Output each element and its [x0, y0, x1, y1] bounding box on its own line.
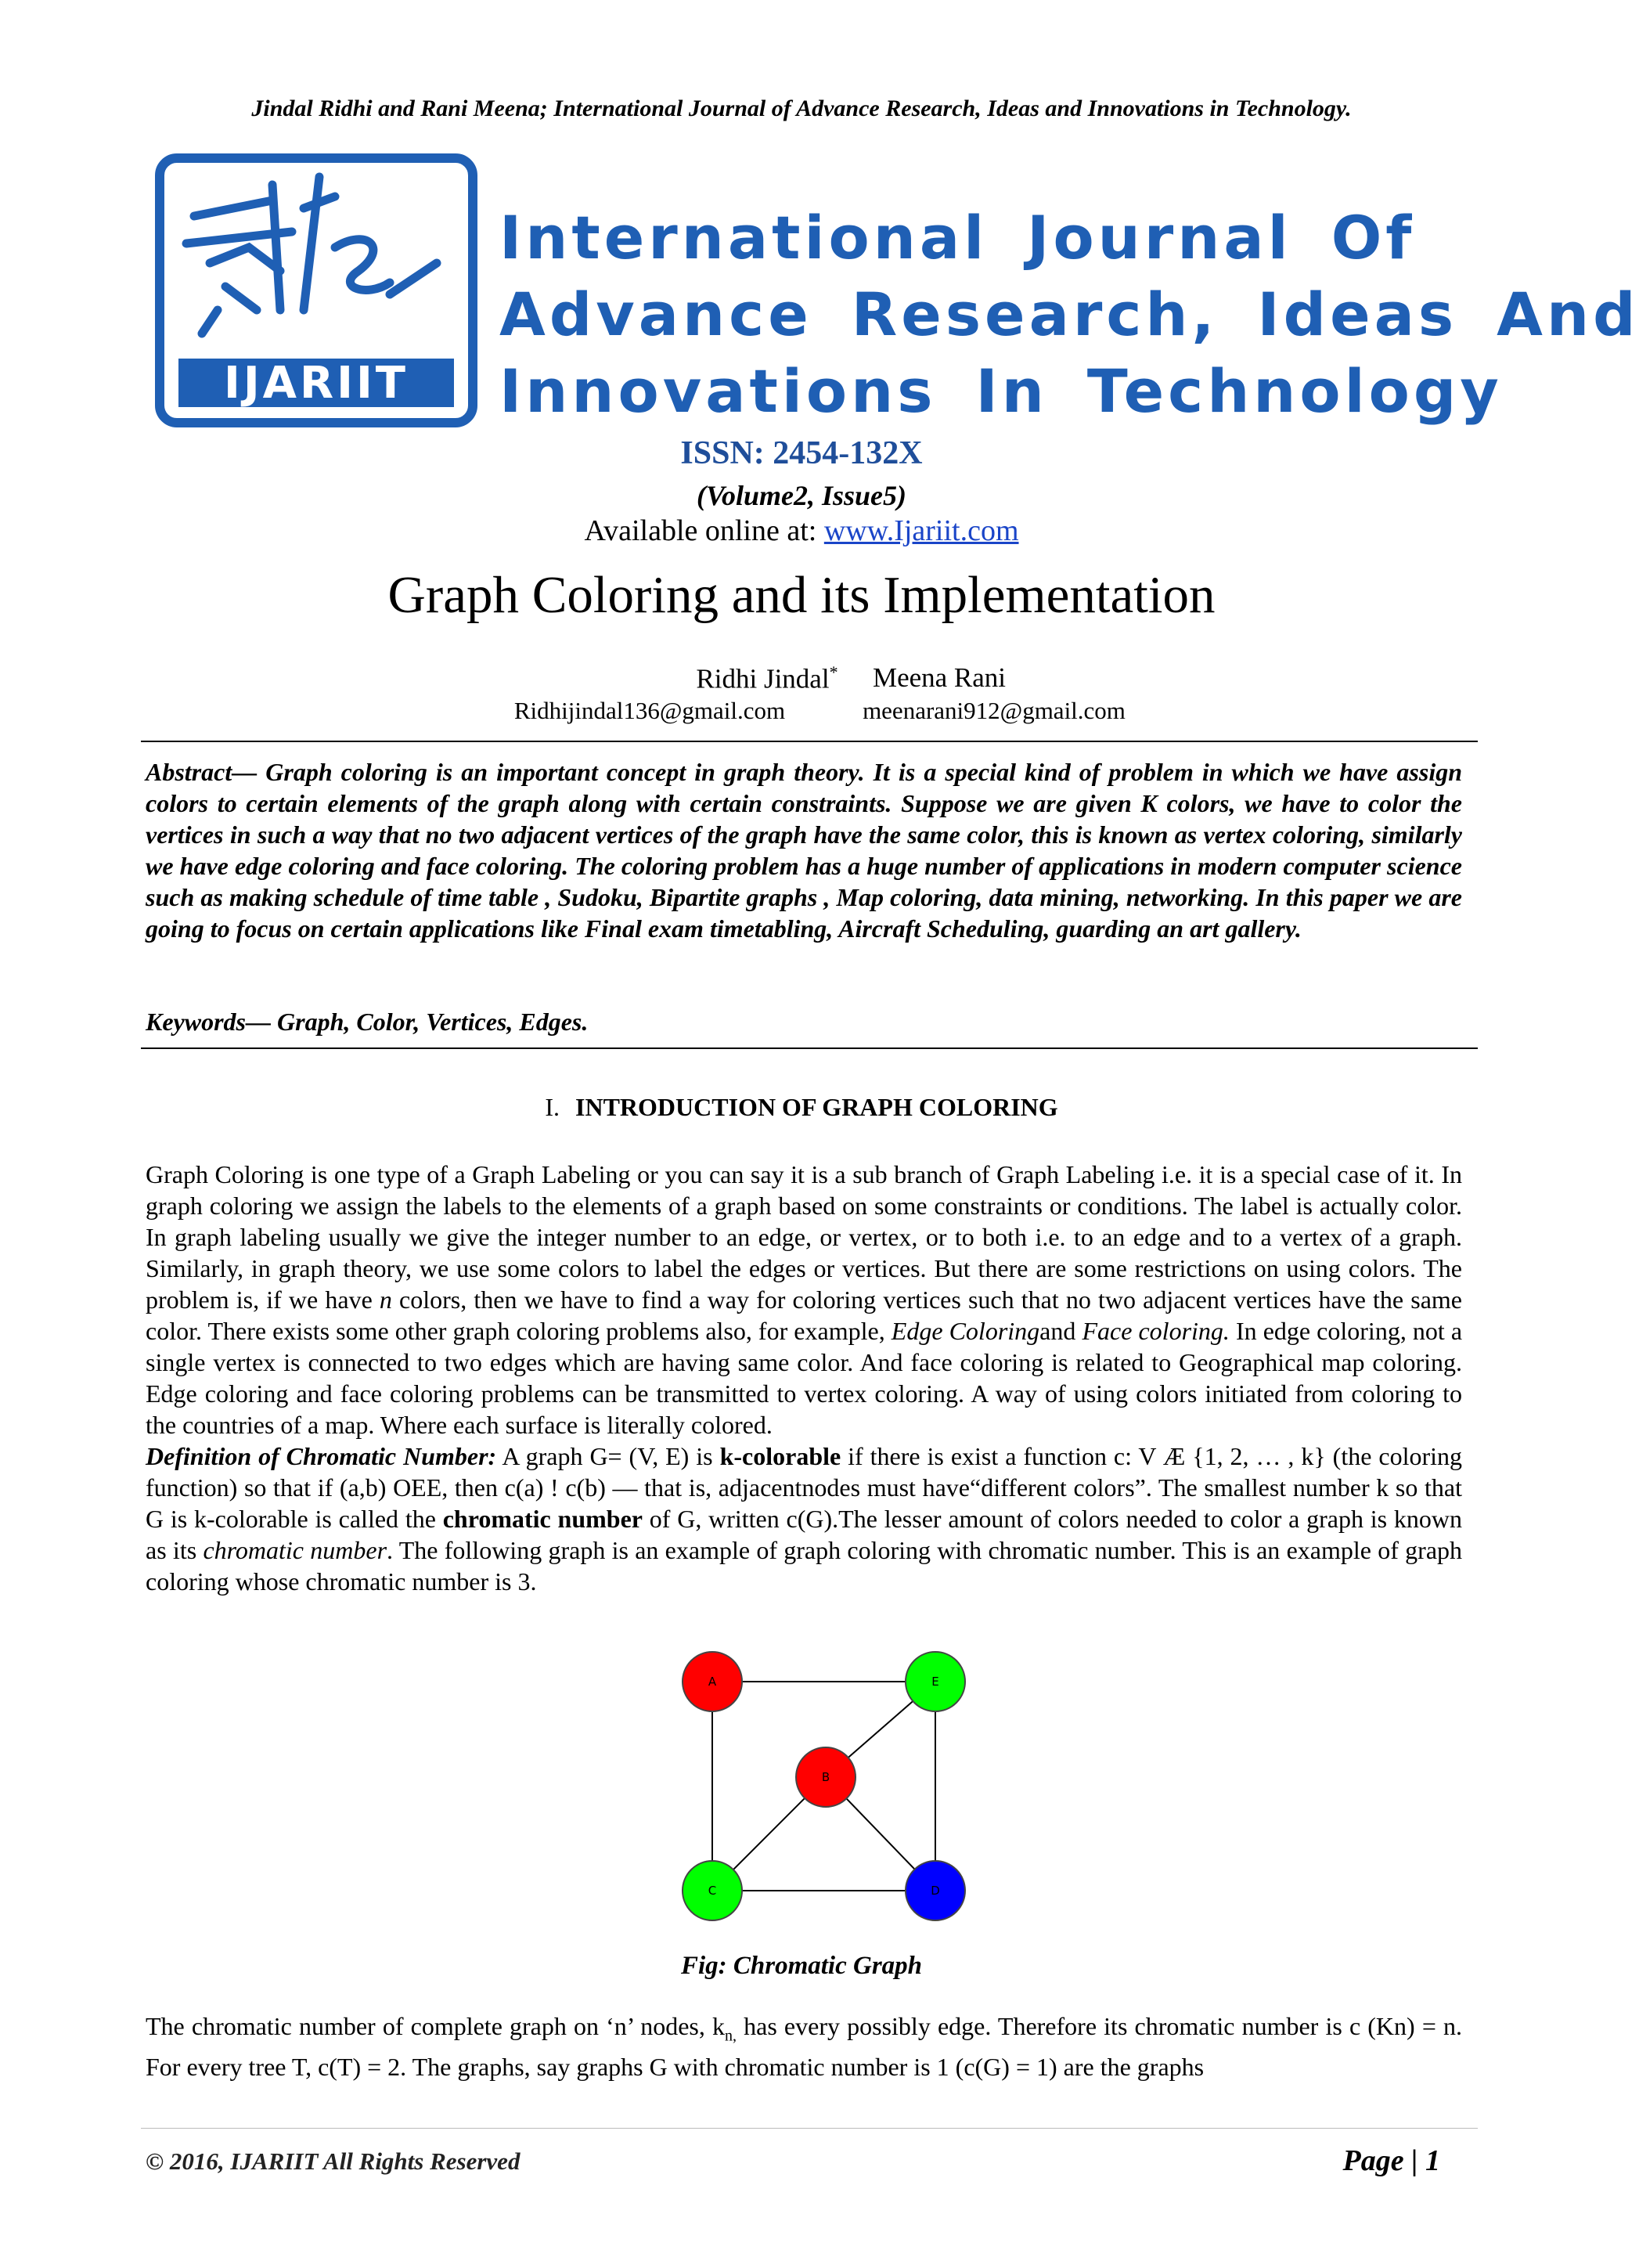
text-run: The chromatic number of complete graph on ‘n’ nodes, k	[146, 2012, 726, 2040]
masthead-line-1	[499, 200, 1540, 276]
abstract-divider	[141, 1047, 1478, 1049]
text-run: and	[1039, 1317, 1082, 1345]
masthead-word: In	[975, 356, 1048, 426]
keywords: Keywords— Graph, Color, Vertices, Edges.	[146, 1008, 589, 1036]
introduction-body	[146, 1159, 1462, 1597]
text-run: n,	[725, 2027, 737, 2045]
definition-paragraph	[146, 1440, 1462, 1597]
author-name: Ridhi Jindal	[696, 663, 830, 694]
node-a-label: A	[708, 1675, 717, 1689]
section-heading	[0, 1093, 1603, 1122]
text-run: colors, then we have to find a way for coloring vertices such that no two adjacent vertices have the same color. There exists some other graph coloring problems also, for example,	[146, 1285, 1463, 1345]
node-c-label: C	[708, 1884, 717, 1898]
text-run: has every possibly edge. Therefore its chromatic number is c (Kn) = n. For every tree T, c(T) = 2. The graphs, say graphs G with chromatic number is 1 (c(G) = 1) are the graphs	[146, 2012, 1463, 2082]
journal-logo	[155, 153, 477, 427]
intro-paragraph	[146, 1159, 1462, 1440]
text-run: Face coloring.	[1082, 1317, 1230, 1345]
page-number: Page | 1	[1342, 2144, 1440, 2177]
node-d-label: D	[931, 1884, 940, 1898]
text-run: if there is exist a function c: V Æ {1, 2, … , k} (the coloring function) so that if (a,b) OEE, then c(a) ! c(b) — that is, adjacentnodes must have“different colors”. The smallest number k so that G is k-colorable is called the	[146, 1442, 1463, 1533]
masthead-word: Innovations	[499, 356, 937, 426]
masthead-word: International	[499, 203, 989, 272]
masthead-line-2	[499, 276, 1639, 353]
author-2-email: meenarani912@gmail.com	[863, 697, 1126, 724]
author-name: Meena Rani	[872, 662, 1007, 693]
running-head: Jindal Ridhi and Rani Meena; International Journal of Advance Research, Ideas and Innovations in Technology.	[251, 96, 1352, 121]
text-run: k-colorable	[719, 1442, 841, 1470]
text-run: chromatic number	[442, 1505, 643, 1533]
header-divider	[141, 741, 1478, 742]
logo-text: IJARIIT	[223, 358, 409, 409]
text-run: A graph G= (V, E) is	[496, 1442, 720, 1470]
chromatic-paragraph	[146, 2010, 1462, 2082]
text-run: Edge Coloring	[891, 1317, 1040, 1345]
volume-issue: (Volume2, Issue5)	[696, 480, 907, 511]
text-run: Graph Coloring is one type of a Graph Labeling or you can say it is a sub branch of Graph Labeling i.e. it is a special case of it. In graph coloring we assign the labels to the elements of a graph based on some constraints or conditions. The label is actually color. In graph labeling usually we give the integer number to an edge, or vertex, or to both i.e. to an edge and to a vertex of a graph. Similarly, in graph theory, we use some colors to label the edges or vertices. But there are some restrictions on using colors. The problem is, if we have	[146, 1160, 1462, 1314]
masthead-word: Journal	[1027, 203, 1292, 272]
masthead-word: Ideas	[1257, 279, 1458, 349]
abstract: Abstract— Graph coloring is an important concept in graph theory. It is a special kind of problem in which we have assign colors to certain elements of the graph along with certain constraints. Suppose we are given K colors, we have to color the vertices in such a way that no two adjacent vertices of the graph have the same color, this is known as vertex coloring, similarly we have edge coloring and face coloring. The coloring problem has a huge number of applications in modern computer science such as making schedule of time table , Sudoku, Bipartite graphs , Map coloring, data mining, networking. In this paper we are going to focus on certain applications like Final exam timetabling, Aircraft Scheduling, guarding an art gallery.	[146, 758, 1462, 943]
masthead-word: Of	[1331, 203, 1416, 272]
footer-divider	[141, 2128, 1478, 2129]
availability-prefix: Available online at:	[584, 514, 824, 547]
section-title: INTRODUCTION OF GRAPH COLORING	[575, 1093, 1058, 1121]
node-b-label: B	[821, 1770, 830, 1784]
issn: ISSN: 2454-132X	[680, 435, 923, 471]
text-run: of G, written c(G).The lesser amount of colors needed to color a graph is known as its	[146, 1505, 1463, 1564]
section-number: I.	[545, 1093, 560, 1121]
paper-title: Graph Coloring and its Implementation	[387, 566, 1216, 624]
author-mark: *	[829, 662, 838, 682]
masthead-word: Advance	[499, 279, 812, 349]
masthead-word: Technology	[1086, 356, 1503, 426]
figure-caption: Fig: Chromatic Graph	[680, 1952, 923, 1980]
availability-line	[0, 514, 1603, 548]
masthead-line-3	[499, 353, 1540, 430]
journal-masthead	[499, 200, 1639, 430]
text-run: . The following graph is an example of graph coloring with chromatic number. This is an example of graph coloring whose chromatic number is 3.	[146, 1536, 1463, 1596]
copyright-footer: © 2016, IJARIIT All Rights Reserved	[146, 2147, 521, 2175]
masthead-word: And	[1497, 279, 1639, 349]
journal-website-link[interactable]: www.Ijariit.com	[823, 514, 1019, 547]
text-run: chromatic number	[203, 1536, 387, 1564]
definition-label: Definition of Chromatic Number:	[146, 1442, 497, 1470]
node-e-label: E	[931, 1675, 939, 1689]
text-run: In edge coloring, not a single vertex is connected to two edges which are having same color. And face coloring is related to Geographical map coloring. Edge coloring and face coloring problems can be transmitted to vertex coloring. A way of using colors initiated from coloring to the countries of a map. Where each surface is literally colored.	[146, 1317, 1463, 1439]
author-1-email: Ridhijindal136@gmail.com	[513, 697, 786, 724]
text-run: n	[379, 1285, 392, 1314]
masthead-word: Research,	[851, 279, 1219, 349]
chromatic-graph-figure	[673, 1644, 986, 1957]
author-2	[806, 662, 1072, 694]
